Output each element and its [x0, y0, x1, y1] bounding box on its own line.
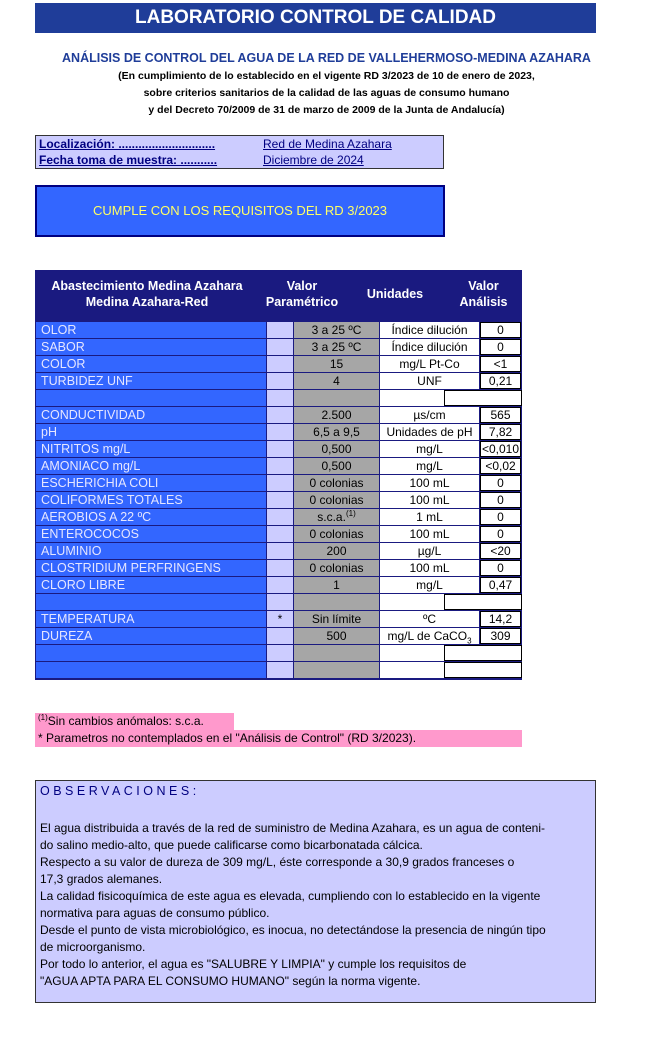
parametric-value: [294, 662, 379, 678]
unit: µs/cm: [380, 407, 479, 423]
parameter-name: [36, 390, 266, 406]
observation-line: Desde el punto de vista microbiológico, es inocua, no detectándose la presencia de ningún tipo: [40, 923, 546, 937]
parameter-mark: [267, 373, 293, 389]
analysis-value: 0: [480, 526, 521, 542]
table-row: [35, 424, 522, 441]
parameter-name: ENTEROCOCOS: [36, 526, 266, 542]
unit: mg/L: [380, 577, 479, 593]
sample-date-value: Diciembre de 2024: [263, 153, 364, 167]
footnote-sca-marker: (1): [38, 713, 48, 722]
table-row: [35, 560, 522, 577]
unit: [380, 594, 444, 610]
analysis-value: 565: [480, 407, 521, 423]
analysis-value: <0,02: [480, 458, 521, 474]
table-row: [35, 407, 522, 424]
parametric-value: 0 colonias: [294, 560, 379, 576]
analysis-value: 0: [480, 560, 521, 576]
parameter-name: CLOSTRIDIUM PERFRINGENS: [36, 560, 266, 576]
analysis-value: 0: [480, 322, 521, 338]
parameter-mark: [267, 356, 293, 372]
table-row: [35, 645, 522, 662]
analysis-value: 309: [480, 628, 521, 644]
regulation-note-line-1: (En cumplimiento de lo establecido en el vigente RD 3/2023 de 10 de enero de 2023,: [118, 70, 535, 82]
header-param-value: [259, 270, 345, 318]
parameter-name: TEMPERATURA: [36, 611, 266, 627]
analysis-value: 0,47: [480, 577, 521, 593]
observation-line: Respecto a su valor de dureza de 309 mg/L, éste corresponde a 30,9 grados franceses o: [40, 855, 515, 869]
header-value-line1: Valor: [468, 279, 499, 293]
parameter-name: [36, 662, 266, 678]
unit: [380, 390, 444, 406]
parameter-name: pH: [36, 424, 266, 440]
parametric-value: [294, 645, 379, 661]
analysis-value: 14,2: [480, 611, 521, 627]
parametric-value: 6,5 a 9,5: [294, 424, 379, 440]
analysis-value: 7,82: [480, 424, 521, 440]
table-row: [35, 441, 522, 458]
unit: [380, 645, 444, 661]
header-value-line2: Análisis: [459, 295, 508, 309]
analysis-value: [444, 662, 522, 678]
table-row: [35, 662, 522, 679]
parametric-value: 0,500: [294, 458, 379, 474]
compliance-status-banner: CUMPLE CON LOS REQUISITOS DEL RD 3/2023: [35, 185, 445, 237]
table-row: [35, 594, 522, 611]
parametric-value: Sin límite: [294, 611, 379, 627]
parameter-mark: [267, 492, 293, 508]
unit: mg/L: [380, 458, 479, 474]
table-row: [35, 492, 522, 509]
parameter-mark: [267, 390, 293, 406]
sample-info-box: [35, 135, 444, 169]
parametric-value: 3 a 25 ºC: [294, 339, 379, 355]
parameter-mark: [267, 628, 293, 644]
analysis-value: <0,010: [481, 442, 520, 456]
parameter-mark: [267, 662, 293, 678]
analysis-value: [444, 594, 522, 610]
parameter-name: SABOR: [36, 339, 266, 355]
parametric-value-text: s.c.a.: [317, 510, 346, 524]
parametric-value: 0,500: [294, 441, 379, 457]
parameter-name: DUREZA: [36, 628, 266, 644]
observations-box: [35, 780, 596, 1003]
table-row: [35, 526, 522, 543]
unit: [380, 628, 479, 644]
analysis-value: 0: [480, 509, 521, 525]
parameter-name: COLOR: [36, 356, 266, 372]
parameter-name: ESCHERICHIA COLI: [36, 475, 266, 491]
header-supply: [35, 270, 259, 318]
parametric-value: [294, 390, 379, 406]
parameter-name: CLORO LIBRE: [36, 577, 266, 593]
header-analysis-value: [445, 270, 522, 318]
parametric-value: 1: [294, 577, 379, 593]
unit: 100 mL: [380, 492, 479, 508]
parametric-value: 200: [294, 543, 379, 559]
parameter-mark: [267, 475, 293, 491]
unit: 1 mL: [380, 509, 479, 525]
header-param-line2: Paramétrico: [265, 295, 339, 309]
parameter-mark: [267, 339, 293, 355]
footnote-sca-text: Sin cambios anómalos: s.c.a.: [47, 714, 204, 728]
table-row: [35, 322, 522, 339]
report-subtitle: ANÁLISIS DE CONTROL DEL AGUA DE LA RED DE VALLEHERMOSO-MEDINA AZAHARA: [62, 51, 591, 65]
parameter-mark: [267, 594, 293, 610]
parametric-value: 0 colonias: [294, 492, 379, 508]
parameter-name: [36, 645, 266, 661]
parametric-value: [294, 594, 379, 610]
parameter-mark: [267, 577, 293, 593]
parameter-name: [36, 594, 266, 610]
table-row: [35, 356, 522, 373]
analysis-table: [35, 270, 522, 680]
unit: UNF: [380, 373, 479, 389]
analysis-value: <20: [480, 543, 521, 559]
parameter-mark: [267, 458, 293, 474]
regulation-note-line-3: y del Decreto 70/2009 de 31 de marzo de 2009 de la Junta de Andalucía): [148, 104, 505, 116]
footnote-not-included: * Parametros no contemplados en el "Análisis de Control" (RD 3/2023).: [35, 730, 522, 747]
analysis-value: [444, 645, 522, 661]
location-value: Red de Medina Azahara: [263, 137, 392, 151]
unit: 100 mL: [380, 475, 479, 491]
analysis-value: [444, 390, 522, 406]
table-row: [35, 339, 522, 356]
unit-text: mg/L de CaCO: [387, 629, 468, 643]
parameter-name: AEROBIOS A 22 ºC: [36, 509, 266, 525]
unit: mg/L Pt-Co: [380, 356, 479, 372]
analysis-value: 0: [480, 492, 521, 508]
parametric-value: 0 colonias: [294, 475, 379, 491]
page-title: LABORATORIO CONTROL DE CALIDAD: [35, 3, 596, 33]
observation-line: do salino medio-alto, que puede calificarse como bicarbonatada cálcica.: [40, 838, 423, 852]
parameter-name: COLIFORMES TOTALES: [36, 492, 266, 508]
analysis-value: <1: [480, 356, 521, 372]
observation-line: La calidad fisicoquímica de este agua es elevada, cumpliendo con lo establecido en la vigente: [40, 889, 541, 903]
footnote-sca: [35, 713, 234, 730]
header-supply-line1: Abastecimiento Medina Azahara: [51, 279, 243, 293]
parameter-mark: [267, 441, 293, 457]
parameter-name: TURBIDEZ UNF: [36, 373, 266, 389]
parameter-name: NITRITOS mg/L: [36, 441, 266, 457]
analysis-value: 0,21: [480, 373, 521, 389]
unit: 100 mL: [380, 560, 479, 576]
regulation-note-line-2: sobre criterios sanitarios de la calidad de las aguas de consumo humano: [143, 87, 510, 99]
table-row: [35, 390, 522, 407]
observations-title: OBSERVACIONES:: [40, 784, 200, 798]
parameter-mark: [267, 407, 293, 423]
table-row: [35, 543, 522, 560]
table-row: [35, 475, 522, 492]
header-supply-line2: Medina Azahara-Red: [85, 295, 209, 309]
parametric-value: 4: [294, 373, 379, 389]
observation-line: normativa para aguas de consumo público.: [40, 906, 270, 920]
parametric-value: [294, 509, 379, 525]
parametric-value: 0 colonias: [294, 526, 379, 542]
table-row: [35, 373, 522, 390]
unit: Unidades de pH: [380, 424, 479, 440]
analysis-value: 0: [480, 339, 521, 355]
parameter-mark: [267, 560, 293, 576]
parameter-mark: [267, 424, 293, 440]
table-row: [35, 577, 522, 594]
unit: Índice dilución: [380, 322, 479, 338]
unit-subscript: 3: [467, 636, 472, 646]
table-row: [35, 458, 522, 475]
table-row: [35, 509, 522, 526]
unit: 100 mL: [380, 526, 479, 542]
parameter-mark: *: [267, 611, 293, 627]
sample-date-label: Fecha toma de muestra: ...........: [39, 153, 218, 167]
parameter-mark: [267, 526, 293, 542]
table-row: [35, 611, 522, 628]
observation-line: "AGUA APTA PARA EL CONSUMO HUMANO" según la norma vigente.: [40, 974, 421, 988]
parametric-value: 2.500: [294, 407, 379, 423]
observation-line: de microorganismo.: [40, 940, 146, 954]
table-row: [35, 628, 522, 645]
parametric-value: 15: [294, 356, 379, 372]
parameter-mark: [267, 543, 293, 559]
observation-line: El agua distribuida a través de la red de suministro de Medina Azahara, es un agua de conteni-: [40, 821, 545, 835]
parametric-value: 500: [294, 628, 379, 644]
unit: ºC: [380, 611, 479, 627]
parameter-name: OLOR: [36, 322, 266, 338]
unit: µg/L: [380, 543, 479, 559]
header-param-line1: Valor: [286, 279, 318, 293]
parameter-name: AMONIACO mg/L: [36, 458, 266, 474]
observation-line: Por todo lo anterior, el agua es "SALUBRE Y LIMPIA" y cumple los requisitos de: [40, 957, 467, 971]
unit: mg/L: [380, 441, 479, 457]
header-units: Unidades: [366, 287, 424, 301]
parameter-name: ALUMINIO: [36, 543, 266, 559]
unit: [380, 662, 444, 678]
analysis-value: 0: [480, 475, 521, 491]
parameter-name: CONDUCTIVIDAD: [36, 407, 266, 423]
parametric-value: 3 a 25 ºC: [294, 322, 379, 338]
location-label: Localización: .............................: [39, 137, 216, 151]
observation-line: 17,3 grados alemanes.: [40, 872, 163, 886]
parameter-mark: [267, 509, 293, 525]
parameter-mark: [267, 645, 293, 661]
unit: Índice dilución: [380, 339, 479, 355]
parameter-mark: [267, 322, 293, 338]
parametric-value-footnote-marker: (1): [345, 509, 356, 518]
